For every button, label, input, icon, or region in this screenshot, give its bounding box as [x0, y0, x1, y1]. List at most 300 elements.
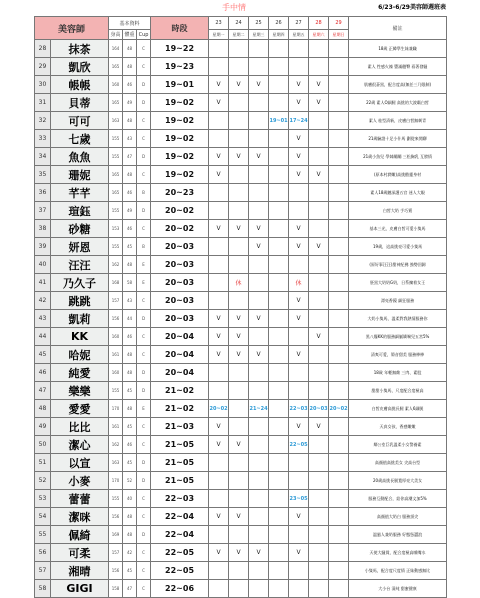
- weekday-header: 星期一: [209, 30, 229, 40]
- day-mark-cell: [329, 274, 349, 292]
- weight-cell: 48: [123, 58, 137, 76]
- day-mark-cell: V: [309, 76, 329, 94]
- day-mark-cell: [329, 508, 349, 526]
- height-cell: 163: [109, 112, 123, 130]
- table-row: [35, 328, 447, 346]
- cup-cell: C: [137, 544, 151, 562]
- notes-cell: 天真女孩，香感嫩嫩: [349, 418, 447, 436]
- day-mark-cell: V: [209, 166, 229, 184]
- day-mark-cell: [269, 148, 289, 166]
- time-slot-header: 時段: [151, 17, 209, 40]
- date-header: 26: [269, 17, 289, 30]
- day-mark-cell: [269, 166, 289, 184]
- time-slot-cell: 22~04: [151, 508, 209, 526]
- day-mark-cell: [229, 166, 249, 184]
- stylist-number: 52: [35, 472, 51, 490]
- day-mark-cell: [329, 472, 349, 490]
- day-mark-cell: [329, 58, 349, 76]
- day-mark-cell: [229, 580, 249, 598]
- day-mark-cell: 23~05: [289, 490, 309, 508]
- day-mark-cell: [269, 418, 289, 436]
- day-mark-cell: [329, 490, 349, 508]
- basic-info-header: 基本資料: [109, 17, 151, 30]
- day-mark-cell: [269, 238, 289, 256]
- stylist-name: GIGI: [51, 580, 109, 598]
- day-mark-cell: [249, 274, 269, 292]
- day-mark-cell: [229, 58, 249, 76]
- stylist-number: 53: [35, 490, 51, 508]
- day-mark-cell: V: [229, 544, 249, 562]
- notes-cell: 白皙大奶 手巧賣: [349, 202, 447, 220]
- day-mark-cell: [309, 256, 329, 274]
- day-mark-cell: V: [289, 166, 309, 184]
- day-mark-cell: V: [209, 346, 229, 364]
- table-row: [35, 94, 447, 112]
- day-mark-cell: [309, 346, 329, 364]
- day-mark-cell: [229, 454, 249, 472]
- day-mark-cell: [329, 94, 349, 112]
- weight-cell: 45: [123, 418, 137, 436]
- stylist-header: 美容師: [35, 17, 109, 40]
- day-mark-cell: V: [229, 148, 249, 166]
- day-mark-cell: [249, 94, 269, 112]
- day-mark-cell: [229, 40, 249, 58]
- stylist-number: 41: [35, 274, 51, 292]
- cup-cell: D: [137, 526, 151, 544]
- day-mark-cell: [249, 292, 269, 310]
- stylist-name: 魚魚: [51, 148, 109, 166]
- day-mark-cell: [329, 256, 349, 274]
- day-mark-cell: [309, 508, 329, 526]
- time-slot-cell: 21~03: [151, 418, 209, 436]
- day-mark-cell: [249, 58, 269, 76]
- height-cell: 168: [109, 274, 123, 292]
- stylist-name: 湘晴: [51, 562, 109, 580]
- weight-cell: 48: [123, 40, 137, 58]
- day-mark-cell: V: [289, 544, 309, 562]
- height-cell: 170: [109, 472, 123, 490]
- day-mark-cell: [229, 472, 249, 490]
- height-cell: 163: [109, 454, 123, 472]
- stylist-number: 36: [35, 184, 51, 202]
- cup-cell: D: [137, 76, 151, 94]
- weight-cell: 46: [123, 436, 137, 454]
- day-mark-cell: [289, 526, 309, 544]
- stylist-number: 50: [35, 436, 51, 454]
- day-mark-cell: [249, 580, 269, 598]
- table-row: [35, 364, 447, 382]
- notes-cell: 素人 桂型清新，皮膚白皙無刺青: [349, 112, 447, 130]
- table-row: [35, 454, 447, 472]
- day-mark-cell: [269, 76, 289, 94]
- day-mark-cell: [269, 508, 289, 526]
- stylist-name: 可可: [51, 112, 109, 130]
- cup-cell: D: [137, 202, 151, 220]
- day-mark-cell: [209, 256, 229, 274]
- weight-cell: 43: [123, 130, 137, 148]
- time-slot-cell: 19~22: [151, 40, 209, 58]
- notes-cell: 基本三光，皮膚白皙可愛小隻馬: [349, 220, 447, 238]
- date-header: 25: [249, 17, 269, 30]
- day-mark-cell: [209, 238, 229, 256]
- weight-header: 體重: [123, 30, 137, 40]
- notes-cell: 18歲 正韓學生妹兼職: [349, 40, 447, 58]
- day-mark-cell: [209, 274, 229, 292]
- height-cell: 155: [109, 382, 123, 400]
- day-mark-cell: [289, 256, 309, 274]
- day-mark-cell: [249, 202, 269, 220]
- table-row: [35, 544, 447, 562]
- day-mark-cell: [309, 220, 329, 238]
- table-row: [35, 472, 447, 490]
- time-slot-cell: 21~02: [151, 382, 209, 400]
- day-mark-cell: V: [309, 238, 329, 256]
- height-cell: 153: [109, 220, 123, 238]
- day-mark-cell: V: [209, 310, 229, 328]
- day-mark-cell: V: [209, 76, 229, 94]
- day-mark-cell: V: [289, 130, 309, 148]
- day-mark-cell: V: [209, 148, 229, 166]
- notes-cell: 22歲 素人O細腿 高挑的大波霸白皙: [349, 94, 447, 112]
- weight-cell: 48: [123, 364, 137, 382]
- day-mark-cell: [289, 202, 309, 220]
- weight-cell: 47: [123, 580, 137, 598]
- weight-cell: 52: [123, 472, 137, 490]
- day-mark-cell: [209, 58, 229, 76]
- cup-cell: D: [137, 310, 151, 328]
- day-mark-cell: [289, 40, 309, 58]
- day-mark-cell: [249, 472, 269, 490]
- time-slot-cell: 20~03: [151, 292, 209, 310]
- cup-cell: D: [137, 382, 151, 400]
- time-slot-cell: 20~02: [151, 220, 209, 238]
- day-mark-cell: [309, 562, 329, 580]
- height-cell: 165: [109, 94, 123, 112]
- cup-cell: D: [137, 94, 151, 112]
- table-row: [35, 292, 447, 310]
- time-slot-cell: 20~03: [151, 274, 209, 292]
- day-mark-cell: [269, 400, 289, 418]
- day-mark-cell: V: [289, 94, 309, 112]
- stylist-name: 可柔: [51, 544, 109, 562]
- date-header: 24: [229, 17, 249, 30]
- day-mark-cell: [209, 292, 229, 310]
- stylist-number: 40: [35, 256, 51, 274]
- schedule-rows: [35, 40, 447, 598]
- table-row: [35, 580, 447, 598]
- table-row: [35, 436, 447, 454]
- day-mark-cell: [329, 40, 349, 58]
- cup-header: Cup: [137, 30, 151, 40]
- day-mark-cell: [209, 364, 229, 382]
- notes-cell: 大奶小隻馬，溫柔對我熱情服務你: [349, 310, 447, 328]
- day-mark-cell: V: [209, 544, 229, 562]
- day-mark-cell: [329, 454, 349, 472]
- cup-cell: C: [137, 328, 151, 346]
- table-row: [35, 508, 447, 526]
- day-mark-cell: [309, 40, 329, 58]
- weight-cell: 48: [123, 400, 137, 418]
- table-row: [35, 256, 447, 274]
- cup-cell: C: [137, 418, 151, 436]
- day-mark-cell: V: [209, 220, 229, 238]
- day-mark-cell: [209, 490, 229, 508]
- stylist-number: 48: [35, 400, 51, 418]
- height-cell: 162: [109, 256, 123, 274]
- day-mark-cell: 20~03: [309, 400, 329, 418]
- stylist-name: 佩綺: [51, 526, 109, 544]
- day-mark-cell: [309, 436, 329, 454]
- day-mark-cell: [249, 130, 269, 148]
- day-mark-cell: [269, 382, 289, 400]
- day-mark-cell: [309, 580, 329, 598]
- day-mark-cell: [269, 274, 289, 292]
- time-slot-cell: 20~03: [151, 310, 209, 328]
- day-mark-cell: V: [289, 508, 309, 526]
- notes-cell: 素人18歲聽深護五官 迷人大眼: [349, 184, 447, 202]
- stylist-name: 芊芊: [51, 184, 109, 202]
- stylist-number: 45: [35, 346, 51, 364]
- day-mark-cell: [249, 382, 269, 400]
- day-mark-cell: [209, 112, 229, 130]
- weight-cell: 49: [123, 202, 137, 220]
- cup-cell: C: [137, 40, 151, 58]
- day-mark-cell: [289, 364, 309, 382]
- weight-cell: 45: [123, 238, 137, 256]
- day-mark-cell: [209, 184, 229, 202]
- notes-cell: 20歲高挑長腿寬厚亮大美女: [349, 472, 447, 490]
- day-mark-cell: [289, 328, 309, 346]
- weight-cell: 45: [123, 454, 137, 472]
- height-cell: 155: [109, 148, 123, 166]
- notes-cell: 甜甜小隻馬，尺度配合度極高: [349, 382, 447, 400]
- day-mark-cell: [229, 94, 249, 112]
- time-slot-cell: 19~02: [151, 148, 209, 166]
- day-mark-cell: V: [209, 418, 229, 436]
- height-cell: 165: [109, 58, 123, 76]
- day-mark-cell: [249, 184, 269, 202]
- day-mark-cell: [209, 130, 229, 148]
- notes-cell: 黑八爆KK的服務細膩嬌喘兒五宮5%: [349, 328, 447, 346]
- height-header: 身高: [109, 30, 123, 40]
- notes-cell: (原好事汪汪)甜神紀佛 強勢回歸: [349, 256, 447, 274]
- day-mark-cell: V: [289, 418, 309, 436]
- time-slot-cell: 20~02: [151, 202, 209, 220]
- title-bar: [34, 3, 446, 15]
- day-mark-cell: [249, 562, 269, 580]
- stylist-name: 純愛: [51, 364, 109, 382]
- day-mark-cell: [329, 220, 349, 238]
- day-mark-cell: [309, 544, 329, 562]
- table-row: [35, 166, 447, 184]
- notes-cell: 胚黑大奶奶G奶，日系擴着女王: [349, 274, 447, 292]
- table-row: [35, 562, 447, 580]
- stylist-name: 抹茶: [51, 40, 109, 58]
- day-mark-cell: [329, 382, 349, 400]
- day-mark-cell: [269, 346, 289, 364]
- day-mark-cell: V: [289, 76, 309, 94]
- weight-cell: 44: [123, 310, 137, 328]
- height-cell: 158: [109, 580, 123, 598]
- weight-cell: 48: [123, 166, 137, 184]
- day-mark-cell: [329, 112, 349, 130]
- day-mark-cell: [229, 364, 249, 382]
- day-mark-cell: [309, 454, 329, 472]
- stylist-name: 乃久子: [51, 274, 109, 292]
- day-mark-cell: [249, 328, 269, 346]
- day-mark-cell: 休: [289, 274, 309, 292]
- stylist-number: 58: [35, 580, 51, 598]
- day-mark-cell: [269, 310, 289, 328]
- time-slot-cell: 20~04: [151, 346, 209, 364]
- time-slot-cell: 21~05: [151, 436, 209, 454]
- stylist-name: KK: [51, 328, 109, 346]
- day-mark-cell: V: [229, 346, 249, 364]
- stylist-number: 38: [35, 220, 51, 238]
- table-row: [35, 346, 447, 364]
- time-slot-cell: 19~02: [151, 130, 209, 148]
- day-mark-cell: V: [209, 328, 229, 346]
- stylist-number: 34: [35, 148, 51, 166]
- day-mark-cell: [269, 220, 289, 238]
- day-mark-cell: [229, 400, 249, 418]
- notes-cell: 肌膚很蒼黑，配合度高(無任三乃限制): [349, 76, 447, 94]
- day-mark-cell: [269, 256, 289, 274]
- table-row: [35, 202, 447, 220]
- stylist-number: 55: [35, 526, 51, 544]
- cup-cell: E: [137, 400, 151, 418]
- day-mark-cell: [329, 562, 349, 580]
- table-row: [35, 40, 447, 58]
- stylist-number: 30: [35, 76, 51, 94]
- time-slot-cell: 21~05: [151, 472, 209, 490]
- cup-cell: C: [137, 562, 151, 580]
- day-mark-cell: [309, 526, 329, 544]
- day-mark-cell: V: [229, 76, 249, 94]
- cup-cell: B: [137, 184, 151, 202]
- height-cell: 165: [109, 184, 123, 202]
- day-mark-cell: [269, 526, 289, 544]
- cup-cell: C: [137, 436, 151, 454]
- day-mark-cell: [229, 562, 249, 580]
- day-mark-cell: [269, 184, 289, 202]
- day-mark-cell: [269, 544, 289, 562]
- time-slot-cell: 20~04: [151, 364, 209, 382]
- stylist-number: 39: [35, 238, 51, 256]
- day-mark-cell: [209, 40, 229, 58]
- day-mark-cell: 22~03: [289, 400, 309, 418]
- time-slot-cell: 21~02: [151, 400, 209, 418]
- time-slot-cell: 19~02: [151, 112, 209, 130]
- time-slot-cell: 21~05: [151, 454, 209, 472]
- day-mark-cell: [269, 328, 289, 346]
- day-mark-cell: V: [229, 328, 249, 346]
- date-range-title: 6/23-6/29美容師週班表: [378, 4, 446, 11]
- cup-cell: D: [137, 148, 151, 166]
- day-mark-cell: [249, 166, 269, 184]
- day-mark-cell: V: [209, 94, 229, 112]
- weight-cell: 46: [123, 76, 137, 94]
- notes-cell: 21歲驗證十足小什馬 劃從來閒聊: [349, 130, 447, 148]
- day-mark-cell: [329, 310, 349, 328]
- day-mark-cell: [269, 364, 289, 382]
- day-mark-cell: [249, 490, 269, 508]
- time-slot-cell: 22~04: [151, 526, 209, 544]
- day-mark-cell: V: [209, 508, 229, 526]
- day-mark-cell: [329, 148, 349, 166]
- date-header: 23: [209, 17, 229, 30]
- day-mark-cell: V: [309, 166, 329, 184]
- stylist-number: 43: [35, 310, 51, 328]
- height-cell: 169: [109, 526, 123, 544]
- stylist-number: 49: [35, 418, 51, 436]
- day-mark-cell: 20~02: [209, 400, 229, 418]
- height-cell: 161: [109, 346, 123, 364]
- day-mark-cell: [249, 508, 269, 526]
- stylist-number: 32: [35, 112, 51, 130]
- weekday-header: 星期二: [229, 30, 249, 40]
- weight-cell: 48: [123, 508, 137, 526]
- day-mark-cell: [249, 40, 269, 58]
- day-mark-cell: [309, 310, 329, 328]
- notes-cell: 小隻馬，配合度尺度情 正妹動感無比: [349, 562, 447, 580]
- notes-cell: 高顏值大奶白 服務頂尖: [349, 508, 447, 526]
- day-mark-cell: V: [249, 346, 269, 364]
- day-mark-cell: [269, 58, 289, 76]
- day-mark-cell: [229, 292, 249, 310]
- day-mark-cell: V: [229, 508, 249, 526]
- day-mark-cell: [269, 454, 289, 472]
- stylist-number: 28: [35, 40, 51, 58]
- weekday-header: 星期六: [309, 30, 329, 40]
- day-mark-cell: [209, 454, 229, 472]
- weight-cell: 48: [123, 112, 137, 130]
- stylist-name: 砂糖: [51, 220, 109, 238]
- height-cell: 156: [109, 310, 123, 328]
- day-mark-cell: [269, 130, 289, 148]
- stylist-number: 54: [35, 508, 51, 526]
- time-slot-cell: 20~23: [151, 184, 209, 202]
- day-mark-cell: [229, 382, 249, 400]
- height-cell: 155: [109, 202, 123, 220]
- weight-cell: 40: [123, 490, 137, 508]
- stylist-number: 42: [35, 292, 51, 310]
- weight-cell: 48: [123, 256, 137, 274]
- day-mark-cell: V: [289, 346, 309, 364]
- stylist-number: 37: [35, 202, 51, 220]
- cup-cell: C: [137, 346, 151, 364]
- day-mark-cell: [309, 130, 329, 148]
- stylist-name: 潔心: [51, 436, 109, 454]
- height-cell: 157: [109, 292, 123, 310]
- day-mark-cell: [249, 436, 269, 454]
- day-mark-cell: V: [249, 220, 269, 238]
- date-header: 27: [289, 17, 309, 30]
- day-mark-cell: [329, 130, 349, 148]
- stylist-number: 44: [35, 328, 51, 346]
- day-mark-cell: [329, 166, 349, 184]
- time-slot-cell: 19~23: [151, 58, 209, 76]
- date-header: 28: [309, 17, 329, 30]
- day-mark-cell: V: [229, 220, 249, 238]
- table-row: [35, 238, 447, 256]
- cup-cell: C: [137, 166, 151, 184]
- day-mark-cell: V: [289, 148, 309, 166]
- day-mark-cell: [209, 526, 229, 544]
- table-row: [35, 418, 447, 436]
- stylist-number: 56: [35, 544, 51, 562]
- day-mark-cell: 17~24: [289, 112, 309, 130]
